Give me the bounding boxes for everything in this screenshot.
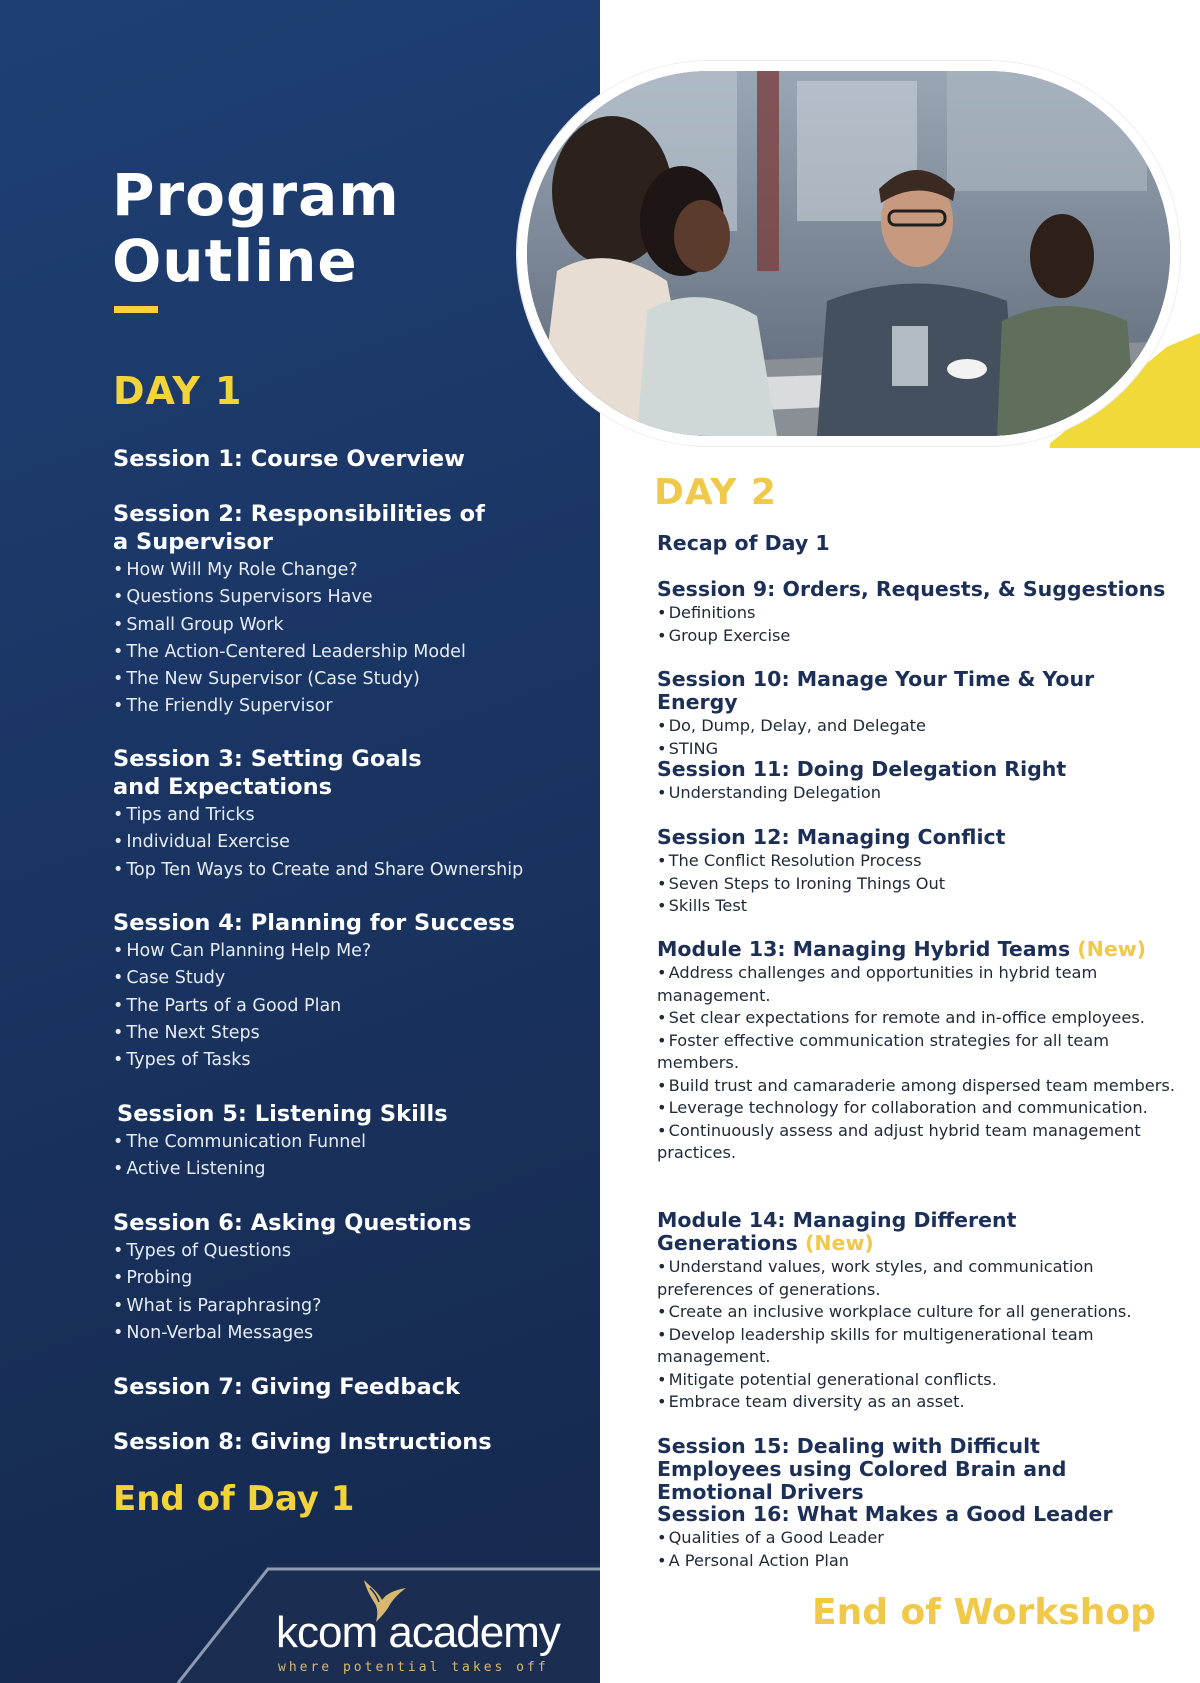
session-items xyxy=(657,715,1177,760)
recap-day1 xyxy=(657,532,1177,555)
list-item: • Develop leadership skills for multigenerational team management. xyxy=(657,1324,1177,1369)
session-2 xyxy=(113,500,583,721)
day1-heading: DAY 1 xyxy=(113,369,243,413)
session-items xyxy=(657,962,1177,1165)
session-4 xyxy=(113,909,583,1074)
session-title: Session 8: Giving Instructions xyxy=(113,1429,492,1455)
logo-name: kcom academy xyxy=(276,1608,560,1657)
list-item: • Top Ten Ways to Create and Share Ownership xyxy=(113,857,583,884)
session-12 xyxy=(657,826,1177,918)
list-item: • Mitigate potential generational conflicts. xyxy=(657,1369,1177,1392)
list-item: • Build trust and camaraderie among dispersed team members. xyxy=(657,1075,1177,1098)
list-item: • Seven Steps to Ironing Things Out xyxy=(657,873,1177,896)
list-item: • The New Supervisor (Case Study) xyxy=(113,666,583,693)
session-title: Session 6: Asking Questions xyxy=(113,1210,472,1236)
session-1 xyxy=(113,445,583,473)
list-item: • Skills Test xyxy=(657,895,1177,918)
day2-heading: DAY 2 xyxy=(654,472,777,513)
list-item: • The Parts of a Good Plan xyxy=(113,993,583,1020)
session-title xyxy=(657,1209,1137,1255)
title-line-2: Outline xyxy=(112,227,358,295)
session-items xyxy=(657,1256,1177,1414)
list-item: • Create an inclusive workplace culture for all generations. xyxy=(657,1301,1177,1324)
kcom-academy-logo xyxy=(276,1578,566,1678)
session-items xyxy=(113,938,583,1074)
session-items xyxy=(657,1527,1177,1572)
list-item: • Foster effective communication strategies for all team members. xyxy=(657,1030,1177,1075)
new-badge: (New) xyxy=(1077,937,1147,961)
session-items xyxy=(113,557,583,721)
session-items xyxy=(113,1238,583,1347)
title-underline xyxy=(114,306,158,313)
session-items xyxy=(657,602,1177,647)
list-item: • Non-Verbal Messages xyxy=(113,1320,583,1347)
module-title-text: Module 13: Managing Hybrid Teams xyxy=(657,937,1071,961)
session-10 xyxy=(657,668,1177,760)
session-title: Session 1: Course Overview xyxy=(113,446,465,472)
list-item: • The Conflict Resolution Process xyxy=(657,850,1177,873)
list-item: • Embrace team diversity as an asset. xyxy=(657,1391,1177,1414)
photo-illustration xyxy=(527,71,1170,436)
list-item: • Group Exercise xyxy=(657,625,1177,648)
session-5 xyxy=(117,1100,587,1184)
list-item: • How Will My Role Change? xyxy=(113,557,583,584)
list-item: • Tips and Tricks xyxy=(113,802,583,829)
session-15 xyxy=(657,1435,1177,1504)
session-title: Session 15: Dealing with Difficult Employees using Colored Brain and Emotional Drivers xyxy=(657,1434,1067,1504)
list-item: • A Personal Action Plan xyxy=(657,1550,1177,1573)
session-title: Session 3: Setting Goals and Expectations xyxy=(113,746,422,800)
session-items xyxy=(113,802,583,884)
session-title: Session 12: Managing Conflict xyxy=(657,825,1006,849)
module-title-text: Module 14: Managing Different Generations xyxy=(657,1208,1017,1255)
session-16 xyxy=(657,1503,1177,1572)
list-item: • STING xyxy=(657,738,1177,761)
list-item: • The Next Steps xyxy=(113,1020,583,1047)
list-item: • What is Paraphrasing? xyxy=(113,1293,583,1320)
session-title: Session 7: Giving Feedback xyxy=(113,1374,460,1400)
list-item: • Set clear expectations for remote and in-office employees. xyxy=(657,1007,1177,1030)
session-7 xyxy=(113,1373,583,1401)
session-6 xyxy=(113,1209,583,1347)
session-items xyxy=(657,782,1177,805)
end-of-workshop: End of Workshop xyxy=(812,1592,1156,1633)
session-title: Recap of Day 1 xyxy=(657,531,830,555)
list-item: • Questions Supervisors Have xyxy=(113,584,583,611)
page-title xyxy=(112,162,400,294)
list-item: • Address challenges and opportunities in hybrid team management. xyxy=(657,962,1177,1007)
list-item: • Understand values, work styles, and communication preferences of generations. xyxy=(657,1256,1177,1301)
list-item: • Understanding Delegation xyxy=(657,782,1177,805)
session-title: Session 10: Manage Your Time & Your Energy xyxy=(657,667,1095,714)
list-item: • Continuously assess and adjust hybrid team management practices. xyxy=(657,1120,1177,1165)
session-items xyxy=(657,850,1177,918)
session-items xyxy=(113,1129,587,1184)
session-title: Session 11: Doing Delegation Right xyxy=(657,757,1067,781)
session-3 xyxy=(113,745,583,884)
logo-tagline: where potential takes off xyxy=(278,1660,549,1675)
list-item: • The Friendly Supervisor xyxy=(113,693,583,720)
team-meeting-photo xyxy=(517,61,1180,446)
session-title: Session 16: What Makes a Good Leader xyxy=(657,1502,1113,1526)
session-title: Session 5: Listening Skills xyxy=(117,1101,448,1127)
list-item: • Leverage technology for collaboration and communication. xyxy=(657,1097,1177,1120)
session-title: Session 9: Orders, Requests, & Suggestions xyxy=(657,577,1166,601)
list-item: • Types of Tasks xyxy=(113,1047,583,1074)
session-11 xyxy=(657,758,1177,805)
list-item: • Types of Questions xyxy=(113,1238,583,1265)
list-item: • Active Listening xyxy=(113,1156,587,1183)
list-item: • How Can Planning Help Me? xyxy=(113,938,583,965)
list-item: • Do, Dump, Delay, and Delegate xyxy=(657,715,1177,738)
list-item: • Small Group Work xyxy=(113,612,583,639)
title-line-1: Program xyxy=(112,161,400,229)
list-item: • The Communication Funnel xyxy=(113,1129,587,1156)
end-of-day1: End of Day 1 xyxy=(113,1479,355,1519)
list-item: • Definitions xyxy=(657,602,1177,625)
list-item: • The Action-Centered Leadership Model xyxy=(113,639,583,666)
list-item: • Qualities of a Good Leader xyxy=(657,1527,1177,1550)
session-8 xyxy=(113,1428,583,1456)
module-14 xyxy=(657,1209,1177,1414)
module-13 xyxy=(657,938,1177,1165)
session-title xyxy=(657,938,1177,961)
session-9 xyxy=(657,578,1177,647)
list-item: • Case Study xyxy=(113,965,583,992)
session-title: Session 2: Responsibilities of a Supervisor xyxy=(113,501,485,555)
session-title: Session 4: Planning for Success xyxy=(113,910,515,936)
new-badge: (New) xyxy=(805,1231,874,1255)
list-item: • Individual Exercise xyxy=(113,829,583,856)
list-item: • Probing xyxy=(113,1265,583,1292)
